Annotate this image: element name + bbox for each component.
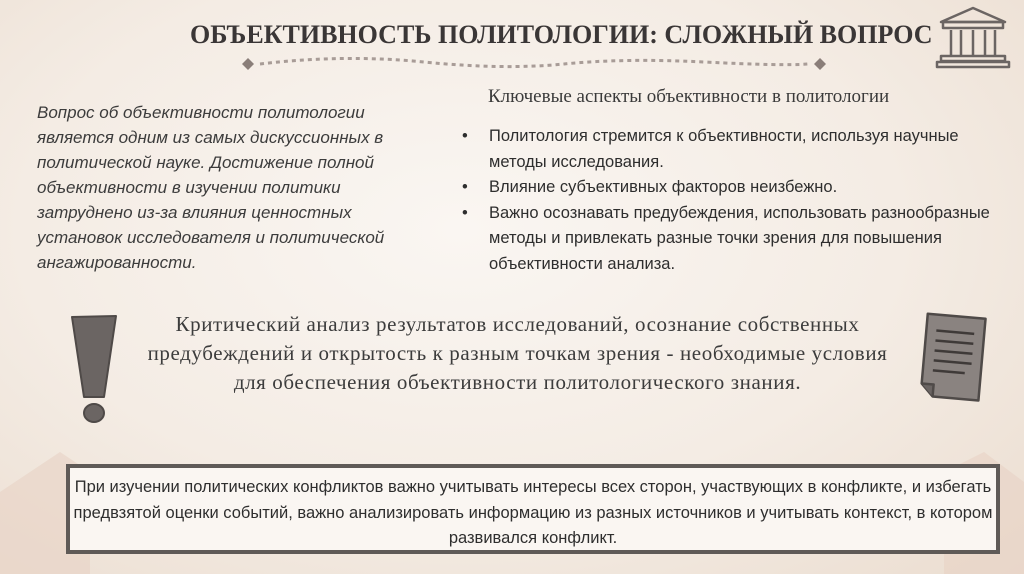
conclusion-text: Критический анализ результатов исследований, осознание собственных предубеждений и открытость к разным точкам зрения - необходимые условия для обеспечения объективности политологического знания. <box>147 312 888 394</box>
list-item: • Важно осознавать предубеждения, использовать разнообразные методы и привлекать разные точки зрения для повышения объективности анализа. <box>462 201 1002 278</box>
document-icon <box>912 310 992 406</box>
aspects-list <box>462 124 1002 277</box>
note-box <box>66 464 1000 554</box>
note-text: При изучении политических конфликтов важно учитывать интересы всех сторон, участвующих в конфликте, и избегать предвзятой оценки событий, важно анализировать информацию из разных источников и учитывать контекст, в котором развивался конфликт. <box>73 478 993 547</box>
classical-building-icon <box>935 4 1011 70</box>
slide-title: ОБЪЕКТИВНОСТЬ ПОЛИТОЛОГИИ: СЛОЖНЫЙ ВОПРОС <box>190 20 933 49</box>
decorative-divider <box>234 52 834 76</box>
list-item: • Влияние субъективных факторов неизбежно. <box>462 175 1002 201</box>
aspects-heading: Ключевые аспекты объективности в политологии <box>488 86 890 107</box>
exclamation-icon <box>68 313 120 425</box>
list-item: • Политология стремится к объективности, используя научные методы исследования. <box>462 124 1002 175</box>
intro-paragraph: Вопрос об объективности политологии является одним из самых дискуссионных в политической науке. Достижение полной объективности в изучении политики затруднено из-за влияния ценностных установок исследователя и политической ангажированности. <box>37 103 385 272</box>
